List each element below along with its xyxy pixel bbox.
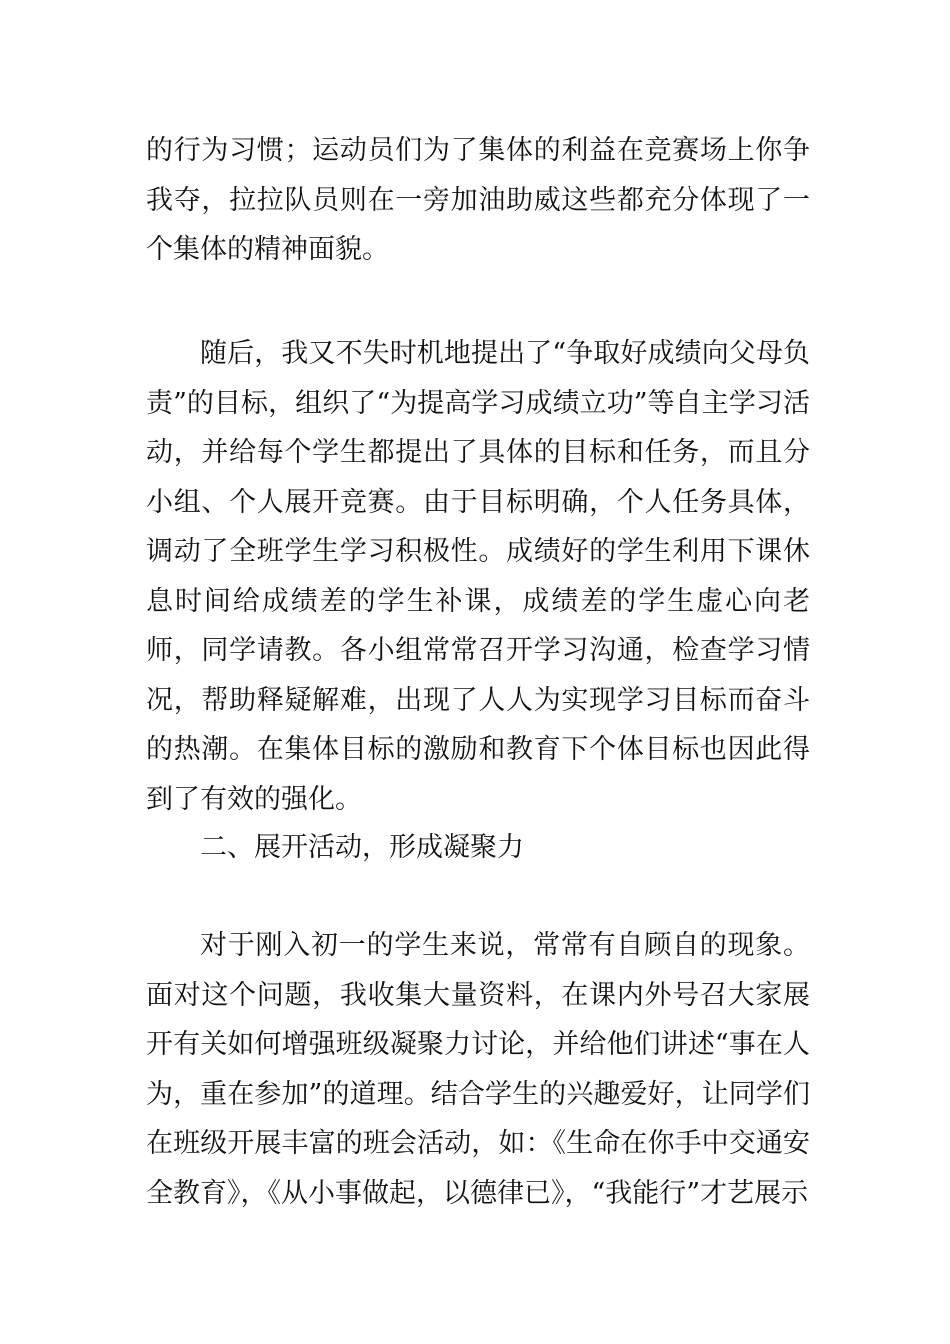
paragraph-activities: 对于刚入初一的学生来说，常常有自顾自的现象。面对这个问题，我收集大量资料，在课内外号召大家展开有关如何增强班级凝聚力讨论，并给他们讲述“事在人为，重在参加”的道理。结合学生的兴趣爱好，让同学们在班级开展丰富的班会活动，如：《生命在你手中交通安全教育》，《从小事做起，以德律已》，“我能行”才艺展示 [146, 930, 810, 1209]
paragraph-continuation: 的行为习惯；运动员们为了集体的利益在竞赛场上你争我夺，拉拉队员则在一旁加油助威这些都充分体现了一个集体的精神面貌。 [146, 135, 810, 265]
section-heading: 二、展开活动，形成凝聚力 [200, 832, 524, 863]
paragraph-goals: 随后，我又不失时机地提出了“争取好成绩向父母负责”的目标，组织了“为提高学习成绩立功”等自主学习活动，并给每个学生都提出了具体的目标和任务，而且分小组、个人展开竞赛。由于目标明确，个人任务具体，调动了全班学生学习积极性。成绩好的学生利用下课休息时间给成绩差的学生补课，成绩差的学生虚心向老师，同学请教。各小组常常召开学习沟通，检查学习情况，帮助释疑解难，出现了人人为实现学习目标而奋斗的热潮。在集体目标的激励和教育下个体目标也因此得到了有效的强化。 [146, 338, 810, 815]
